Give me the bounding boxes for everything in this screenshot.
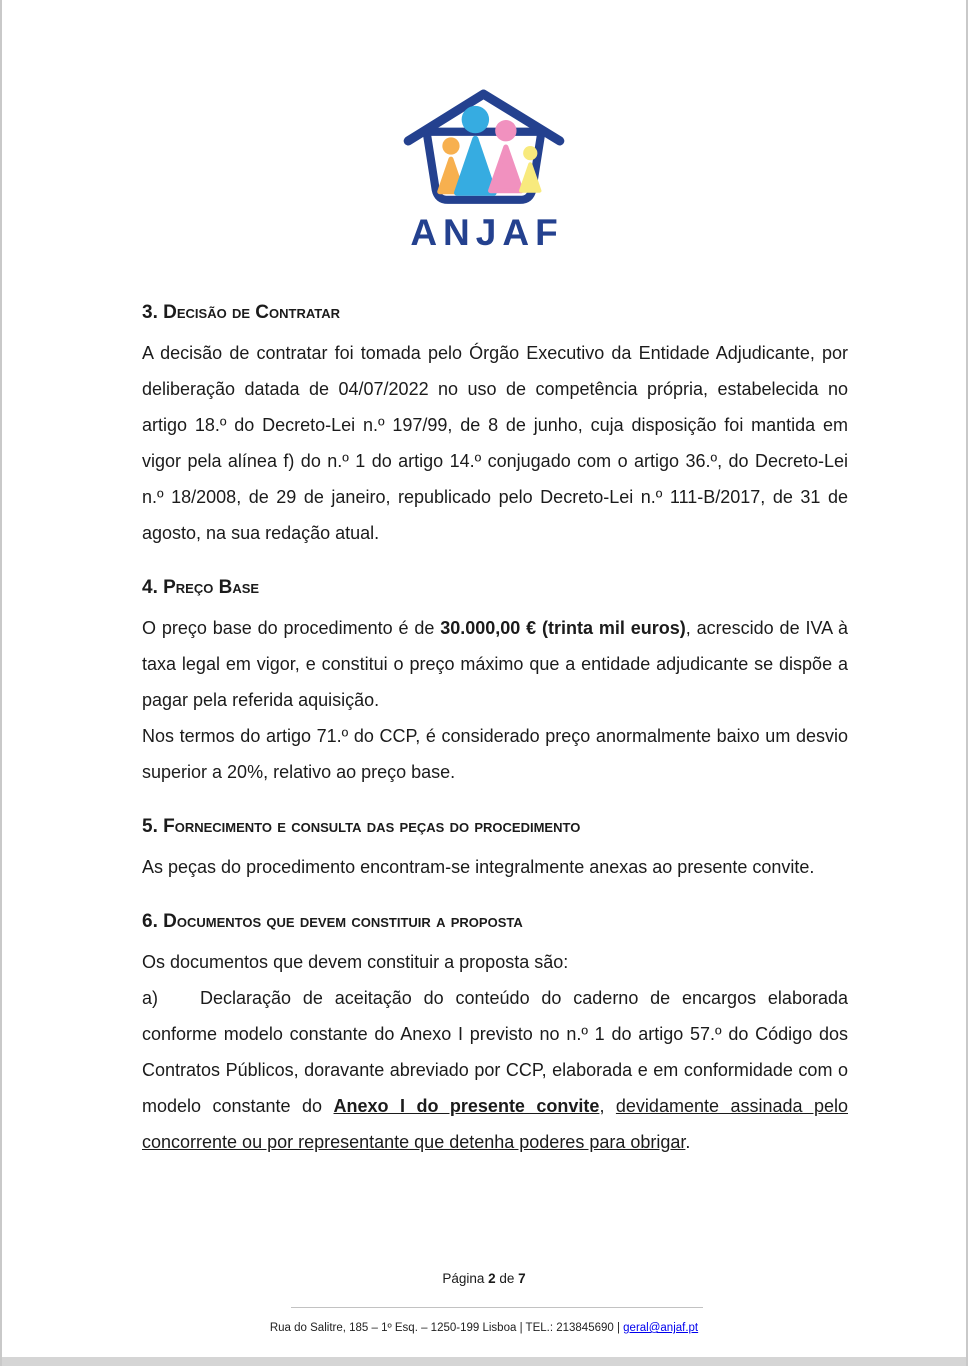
- logo: [2, 0, 966, 254]
- text-segment: O preço base do procedimento é de: [142, 618, 441, 638]
- page-current: 2: [488, 1271, 496, 1286]
- text-segment: , acrescido de IVA à taxa legal em vigor, e constitui o preço máximo que a entidade adjudicante se dispõe a pagar pela referida aquisição.: [142, 618, 849, 710]
- address-text: Rua do Salitre, 185 – 1º Esq. – 1250-199 Lisboa | TEL.: 213845690 |: [269, 1322, 624, 1334]
- paragraph: [142, 944, 848, 980]
- text-segment: Anexo I do presente convite: [333, 1096, 600, 1116]
- paragraph: [142, 849, 848, 885]
- person-blue-icon: [457, 106, 494, 193]
- paragraph: [142, 610, 848, 718]
- brand-name: ANJAF: [410, 212, 564, 253]
- section-heading: 6. Documentos que devem constituir a proposta: [142, 911, 523, 932]
- document-section: [142, 300, 848, 551]
- section-heading: 4. Preço Base: [142, 577, 260, 598]
- document-section: [142, 814, 848, 885]
- text-segment: A decisão de contratar foi tomada pelo Órgão Executivo da Entidade Adjudicante, por deliberação datada de 04/07/2022 no uso de competência própria, estabelecida no artigo 18.º do Decreto-Lei n.º 197/99, de 8 de junho, cuja disposição foi mantida em vigor pela alínea f) do n.º 1 do artigo 14.º conjugado com o artigo 36.º, do Decreto-Lei n.º 18/2008, de 29 de janeiro, republicado pelo Decreto-Lei n.º 111-B/2017, de 31 de agosto, na sua redação atual.: [142, 343, 848, 543]
- footer-divider: [291, 1307, 703, 1308]
- text-segment: Os documentos que devem constituir a proposta são:: [142, 952, 569, 972]
- email-link[interactable]: geral@anjaf.pt: [623, 1322, 699, 1334]
- text-segment: As peças do procedimento encontram-se integralmente anexas ao presente convite.: [142, 857, 815, 877]
- page-label-prefix: Página: [442, 1271, 489, 1286]
- document-section: [142, 575, 848, 790]
- text-segment: Declaração de aceitação do conteúdo do caderno de encargos elaborada conforme modelo constante do Anexo I previsto no n.º 1 do artigo 57.º do Código dos Contratos Públicos, doravante abreviado por CCP, elaborada e em conformidade com o modelo constante do: [142, 988, 848, 1116]
- section-heading: 3. Decisão de Contratar: [142, 302, 341, 323]
- paragraph: [142, 335, 848, 551]
- paragraph: [142, 718, 848, 790]
- text-segment: 30.000,00 € (trinta mil euros): [440, 618, 686, 638]
- document-body: [142, 300, 848, 1160]
- text-segment: Nos termos do artigo 71.º do CCP, é considerado preço anormalmente baixo um desvio superior a 20%, relativo ao preço base.: [142, 726, 848, 782]
- page-total: 7: [518, 1271, 526, 1286]
- page-bottom-edge: [2, 1357, 966, 1366]
- sections-container: [142, 300, 848, 1160]
- paragraph: [142, 980, 848, 1160]
- text-segment: a): [142, 988, 159, 1008]
- document-section: [142, 909, 848, 1160]
- text-segment: ,: [599, 1096, 616, 1116]
- section-heading: 5. Fornecimento e consulta das peças do procedimento: [142, 816, 581, 837]
- text-segment: .: [685, 1132, 691, 1152]
- text-segment: devidamente assinada pelo concorrente ou por representante que detenha poderes para obrigar: [142, 1096, 848, 1152]
- page-number: [2, 1271, 966, 1286]
- footer-address: [2, 1322, 966, 1334]
- anjaf-logo-icon: [400, 86, 568, 208]
- page-label-middle: de: [495, 1271, 519, 1286]
